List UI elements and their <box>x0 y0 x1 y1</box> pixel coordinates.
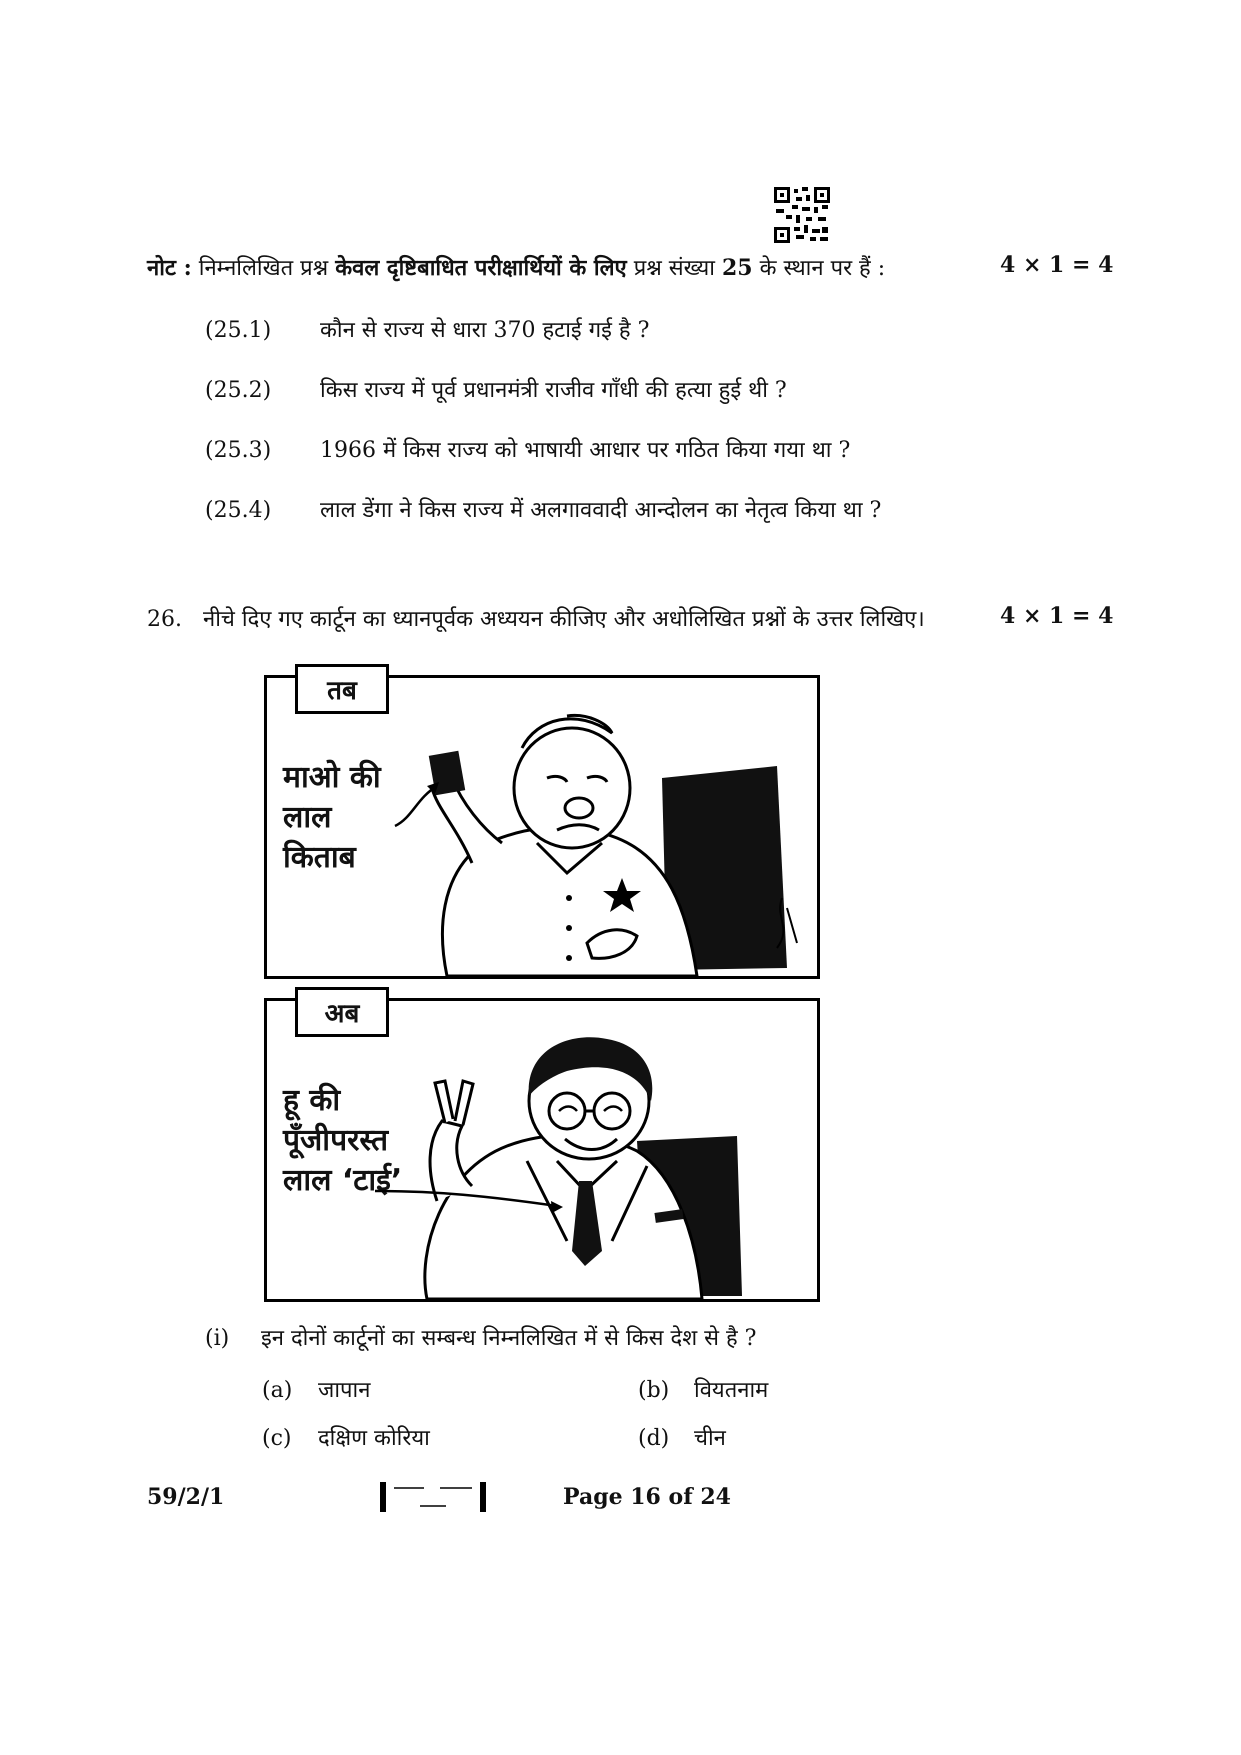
mao-cartoon-illustration <box>267 678 817 976</box>
option-b[interactable] <box>638 1374 768 1404</box>
note-text-before: निम्नलिखित प्रश्न <box>191 256 336 281</box>
hu-cartoon-illustration <box>267 1001 817 1299</box>
vi-question-text: किस राज्य में पूर्व प्रधानमंत्री राजीव गाँधी की हत्या हुई थी ? <box>320 378 787 403</box>
option-label: (d) <box>638 1426 670 1451</box>
option-label: (c) <box>262 1426 292 1451</box>
note-text-after: के स्थान पर हैं : <box>752 256 886 281</box>
vi-question <box>205 374 787 404</box>
cartoon-tag-now: अब <box>295 987 389 1037</box>
vi-question-text: कौन से राज्य से धारा 370 हटाई गई है ? <box>320 318 650 343</box>
vi-question <box>205 494 881 524</box>
question-26-marks: 4 × 1 = 4 <box>1000 603 1114 629</box>
qr-code <box>774 187 830 243</box>
barcode-mark <box>380 1482 486 1512</box>
caption-line: किताब <box>283 840 356 875</box>
question-26-text: नीचे दिए गए कार्टून का ध्यानपूर्वक अध्ययन कीजिए और अधोलिखित प्रश्नों के उत्तर लिखिए। <box>203 607 925 632</box>
option-c[interactable] <box>262 1422 430 1452</box>
option-text: जापान <box>318 1378 371 1403</box>
note-label: नोट : <box>147 255 192 281</box>
cartoon-panel-now <box>264 998 820 1302</box>
option-d[interactable] <box>638 1422 726 1452</box>
page-number: Page 16 of 24 <box>563 1484 731 1510</box>
sub-question-text: इन दोनों कार्टूनों का सम्बन्ध निम्नलिखित में से किस देश से है ? <box>261 1326 757 1351</box>
vi-question-number: (25.4) <box>205 498 272 523</box>
note-text-middle: प्रश्न संख्या <box>626 256 722 281</box>
caption-line: पूँजीपरस्त <box>283 1123 389 1158</box>
paper-code: 59/2/1 <box>147 1484 225 1510</box>
question-26-number: 26. <box>147 607 182 632</box>
question-26 <box>147 603 925 633</box>
vi-question-text: 1966 में किस राज्य को भाषायी आधार पर गठित किया गया था ? <box>320 438 851 463</box>
note-marks: 4 × 1 = 4 <box>1000 252 1114 278</box>
option-text: चीन <box>694 1426 726 1451</box>
option-a[interactable] <box>262 1374 370 1404</box>
option-label: (b) <box>638 1378 670 1403</box>
option-label: (a) <box>262 1378 293 1403</box>
vi-question-number: (25.1) <box>205 318 272 343</box>
caption-line: हू की <box>283 1083 341 1118</box>
caption-line: माओ की <box>283 760 381 795</box>
caption-line: लाल <box>283 800 332 835</box>
note-line <box>147 252 1097 282</box>
option-text: वियतनाम <box>694 1378 769 1403</box>
vi-question-number: (25.2) <box>205 378 272 403</box>
note-text-bold: केवल दृष्टिबाधित परीक्षार्थियों के लिए <box>335 255 627 281</box>
cartoon-panel-then <box>264 675 820 979</box>
cartoon-tag-then: तब <box>295 664 389 714</box>
vi-question <box>205 314 649 344</box>
sub-question-number: (i) <box>205 1326 230 1351</box>
option-text: दक्षिण कोरिया <box>318 1426 430 1451</box>
sub-question <box>205 1322 756 1352</box>
vi-question-number: (25.3) <box>205 438 272 463</box>
vi-question-text: लाल डेंगा ने किस राज्य में अलगाववादी आन्दोलन का नेतृत्व किया था ? <box>320 498 882 523</box>
caption-line: लाल ‘टाई’ <box>283 1163 403 1198</box>
vi-question <box>205 434 850 464</box>
note-question-number: 25 <box>721 255 753 281</box>
